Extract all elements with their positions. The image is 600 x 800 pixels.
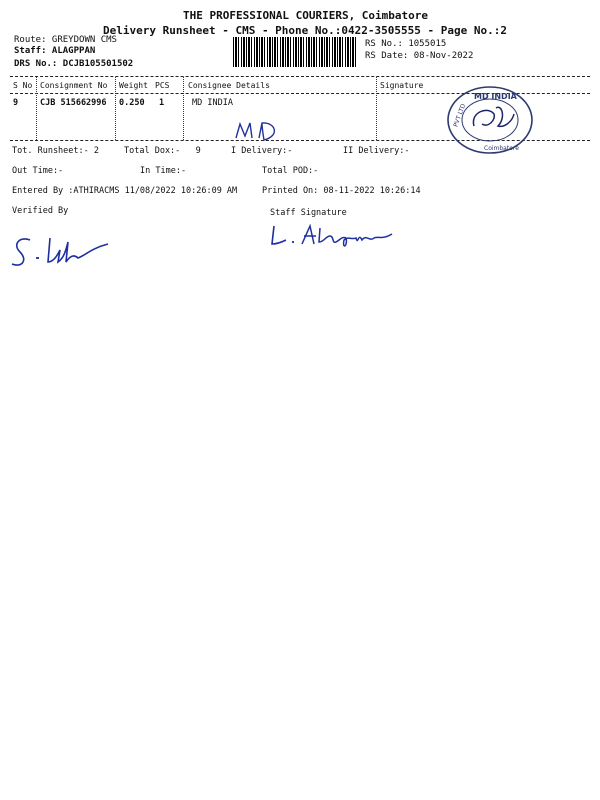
in-time: In Time:-: [140, 166, 187, 176]
total-dox: Total Dox:- 9: [124, 146, 201, 156]
cell-weight: 0.250: [119, 98, 145, 108]
column-divider: [115, 77, 116, 140]
column-header-sno: S No: [13, 81, 33, 90]
table-top-rule: [10, 76, 590, 77]
rs-number: RS No.: 1055015: [365, 39, 447, 49]
company-title: THE PROFESSIONAL COURIERS, Coimbatore: [183, 9, 429, 22]
cell-sno: 9: [13, 98, 19, 108]
column-header-pcs: PCS: [155, 81, 170, 90]
total-runsheet: Tot. Runsheet:- 2: [12, 146, 99, 156]
column-divider: [376, 77, 377, 140]
cell-consignment: CJB 515662996: [40, 98, 107, 108]
column-divider: [183, 77, 184, 140]
svg-text:PVT LTD: PVT LTD: [452, 102, 468, 128]
column-header-consignment: Consignment No: [40, 81, 108, 90]
staff-label: Staff: ALAGPPAN: [14, 46, 96, 56]
i-delivery: I Delivery:-: [231, 146, 293, 156]
printed-on: Printed On: 08-11-2022 10:26:14: [262, 186, 421, 196]
verifier-signature: [8, 228, 118, 273]
staff-signature-label: Staff Signature: [270, 208, 347, 218]
staff-signature: [266, 222, 406, 252]
cell-pcs: 1: [159, 98, 165, 108]
column-header-weight: Weight: [119, 81, 148, 90]
column-header-signature: Signature: [380, 81, 424, 90]
drs-value: DCJB105501502: [62, 59, 134, 69]
total-pod: Total POD:-: [262, 166, 319, 176]
svg-text:Coimbatore: Coimbatore: [484, 145, 519, 152]
barcode-image: [233, 37, 356, 67]
drs-number: [14, 59, 133, 69]
out-time: Out Time:-: [12, 166, 64, 176]
company-stamp: [444, 84, 540, 156]
rs-date: RS Date: 08-Nov-2022: [365, 51, 474, 61]
svg-text:MD INDIA: MD INDIA: [474, 92, 517, 101]
verified-by-label: Verified By: [12, 206, 69, 216]
runsheet-subtitle: Delivery Runsheet - CMS - Phone No.:0422-3505555 - Page No.:2: [103, 24, 507, 37]
ii-delivery: II Delivery:-: [343, 146, 410, 156]
drs-label: DRS No.:: [14, 59, 58, 69]
route-label: Route: GREYDOWN CMS: [14, 35, 117, 45]
column-header-consignee: Consignee Details: [188, 81, 270, 90]
handwritten-initials: [232, 118, 292, 146]
column-divider: [36, 77, 37, 140]
cell-consignee: MD INDIA: [192, 98, 233, 108]
entered-by: Entered By :ATHIRACMS 11/08/2022 10:26:09 AM: [12, 186, 238, 196]
